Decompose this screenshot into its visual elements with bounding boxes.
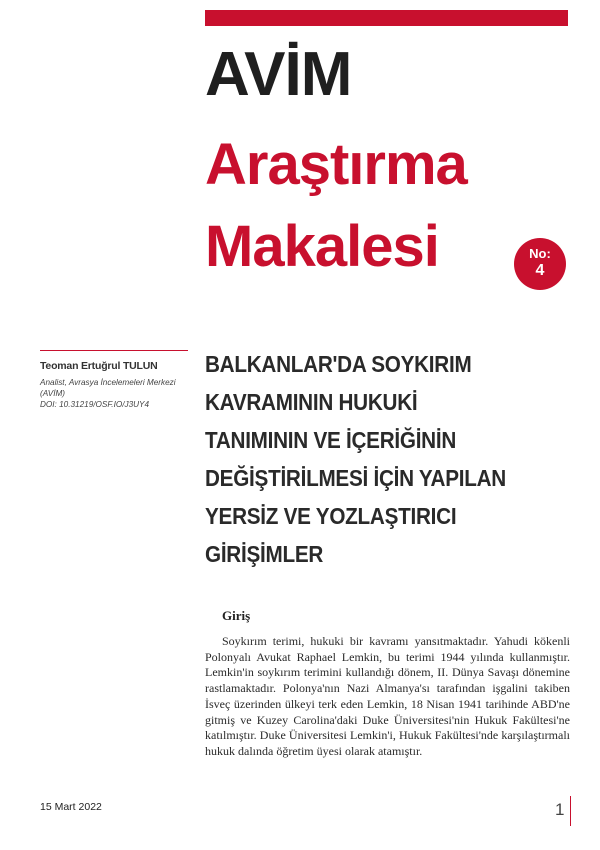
title-line: GİRİŞİMLER (205, 541, 324, 567)
author-title: Analist, Avrasya İncelemeleri Merkezi (40, 378, 176, 387)
issue-label: No: (529, 246, 551, 261)
author-name: Teoman Ertuğrul TULUN (40, 360, 158, 372)
author-divider (40, 350, 188, 351)
page-number-divider (570, 796, 571, 826)
issue-number: 4 (535, 262, 545, 279)
publication-date: 15 Mart 2022 (40, 801, 102, 813)
author-meta (40, 377, 190, 410)
header-accent-bar (205, 10, 568, 26)
body-paragraph: Soykırım terimi, hukuki bir kavramı yansıtmaktadır. Yahudi kökenli Polonyalı Avukat Raphael Lemkin, bu terimi 1944 yılında kullanmıştır. Lemkin'in soykırım terimini kullandığı dönem, II. Dünya Savaşı dönemine rastlamaktadır. Polonya'nın Nazi Almanya'sı tarafından işgalini takiben İsveç üzerinden ülkeyi terk eden Lemkin, 18 Nisan 1941 tarihinde ABD'ne gitmiş ve Kuzey Carolina'daki Duke Üniversitesi'nin Hukuk Fakültesi'ne katılmıştır. Duke Üniversitesi Lemkin'i, Hukuk Fakültesi'nde karşılaştırmalı hukuk dalında öğretim üyesi olarak atamıştır. (205, 634, 570, 758)
section-heading: Giriş (222, 608, 251, 623)
issue-badge (514, 238, 566, 290)
series-title-line1: Araştırma (205, 132, 467, 197)
title-line: TANIMININ VE İÇERİĞİNİN (205, 427, 457, 453)
title-line: DEĞİŞTİRİLMESİ İÇİN YAPILAN (205, 465, 506, 491)
brand-logo: AVİM (205, 40, 352, 109)
article-title (205, 345, 538, 573)
title-line: KAVRAMININ HUKUKİ (205, 389, 418, 415)
title-line: YERSİZ VE YOZLAŞTIRICI (205, 503, 457, 529)
title-line: BALKANLAR'DA SOYKIRIM (205, 351, 472, 377)
author-doi: DOI: 10.31219/OSF.IO/J3UY4 (40, 400, 150, 409)
series-title-line2: Makalesi (205, 214, 439, 279)
author-org: (AVİM) (40, 389, 66, 398)
page-number: 1 (555, 800, 565, 819)
